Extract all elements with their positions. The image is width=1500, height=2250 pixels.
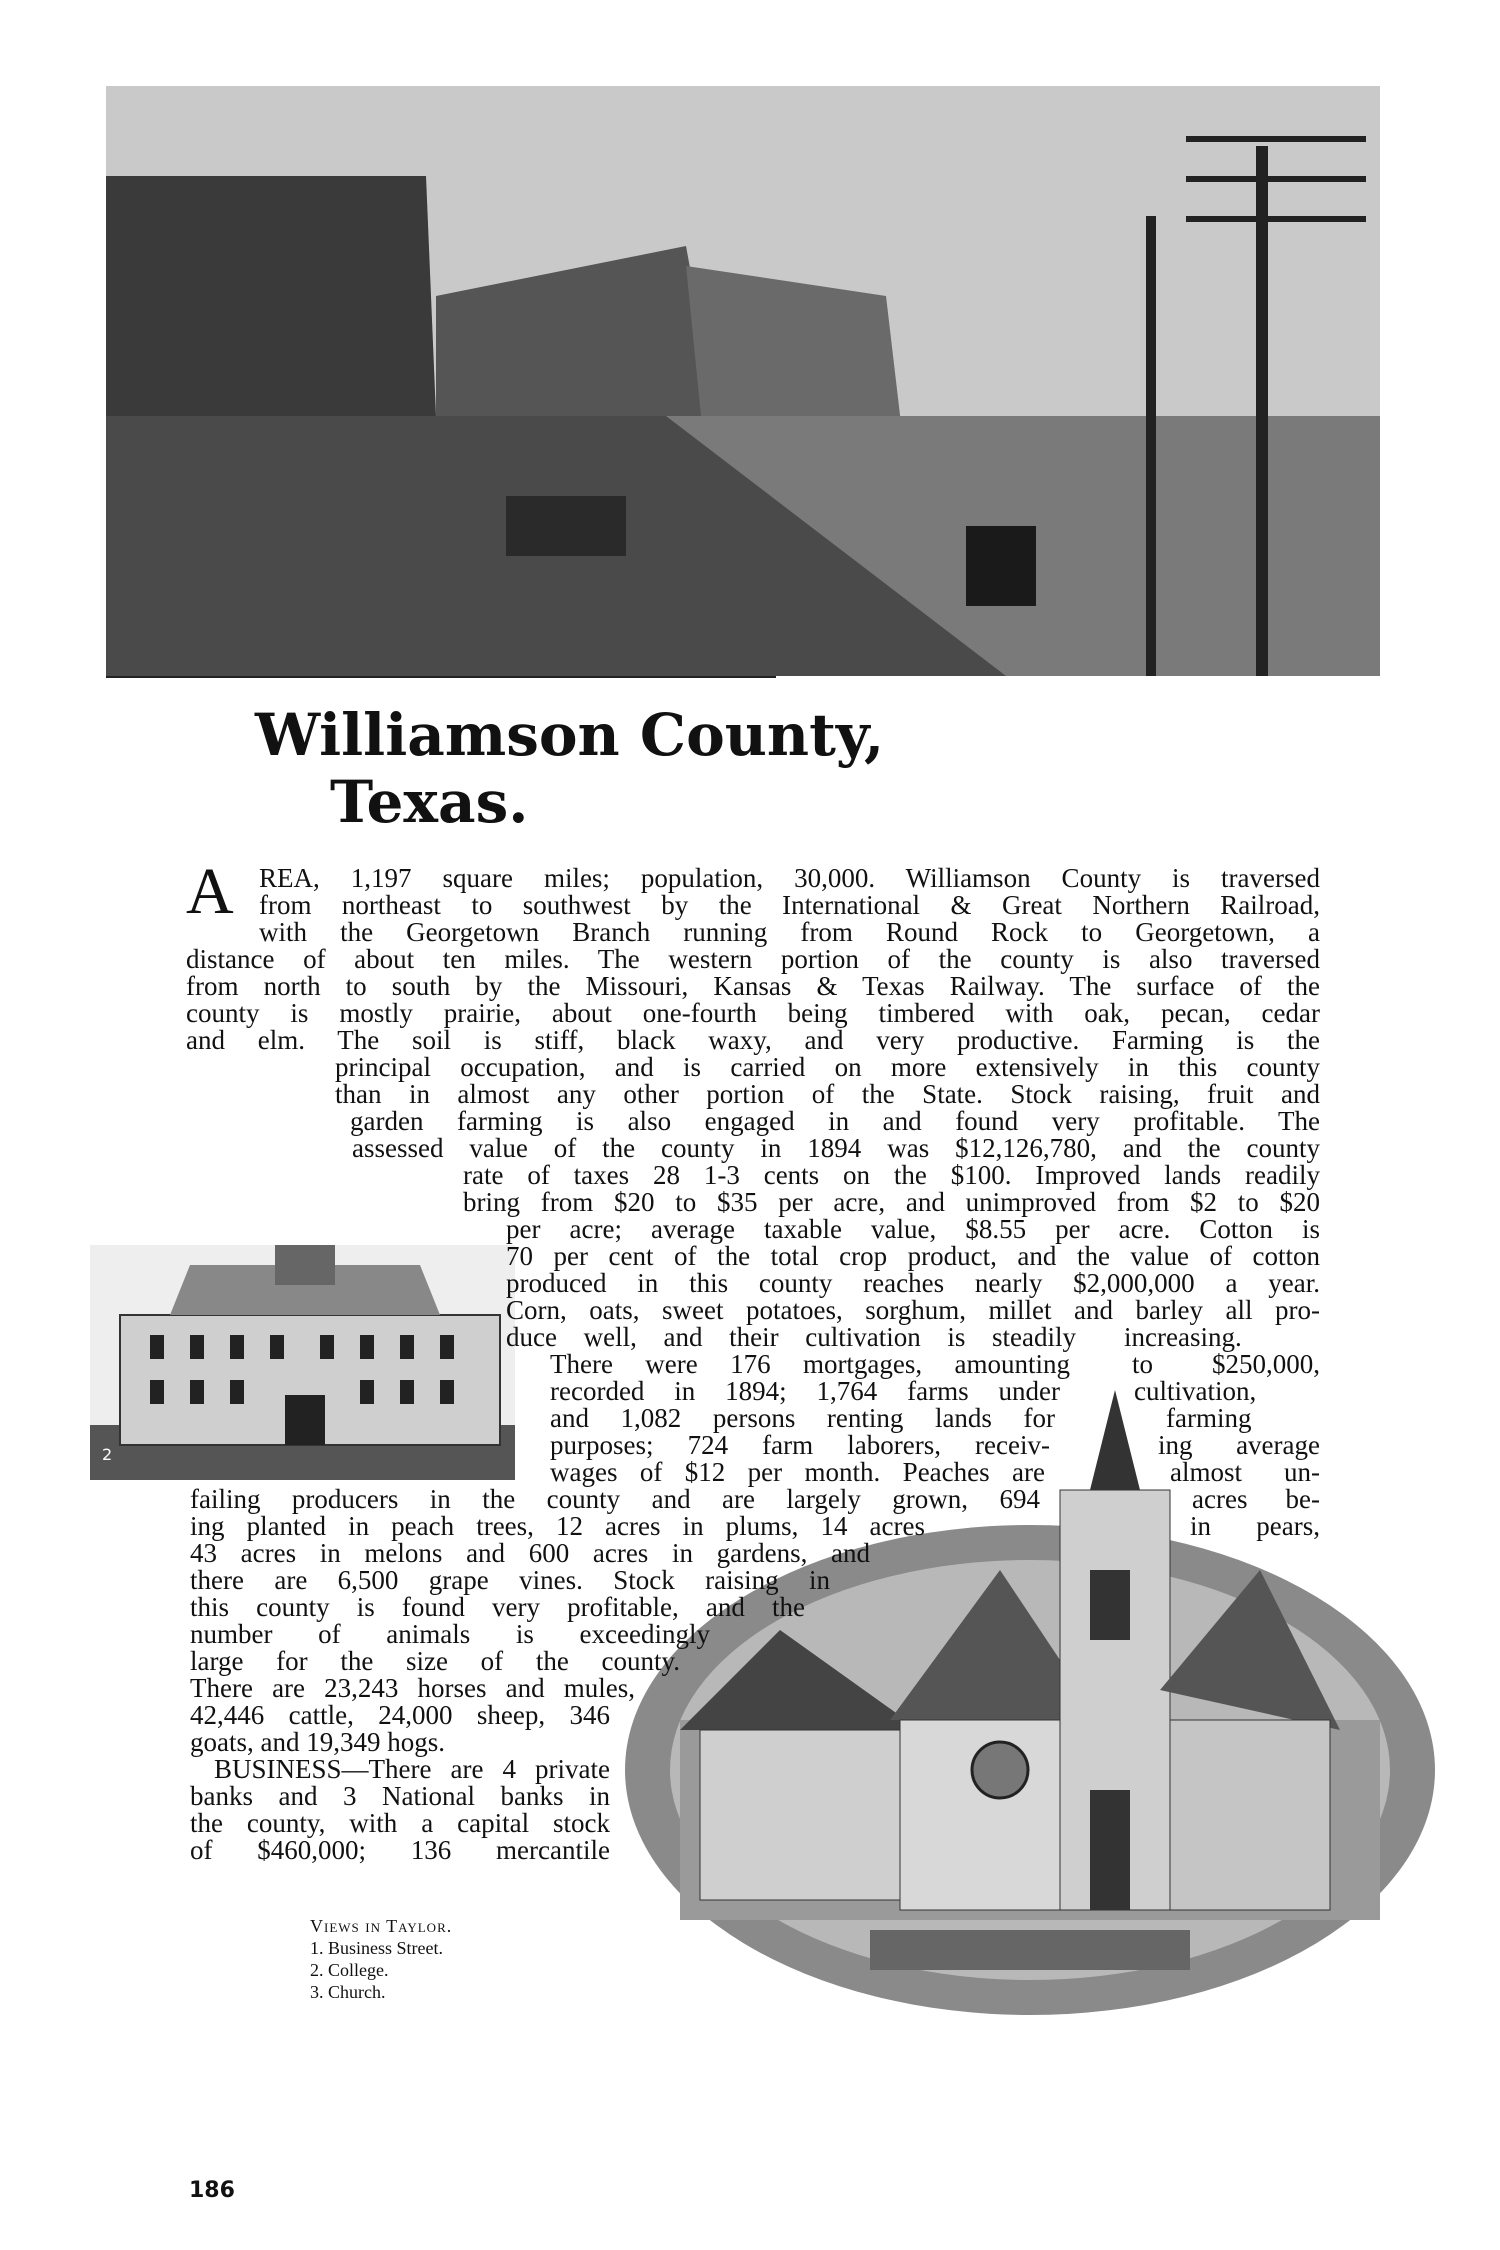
body-line-right: ing average — [1158, 1430, 1320, 1460]
body-line: principal occupation, and is carried on more extensively in this county — [335, 1052, 1320, 1082]
body-line: BUSINESS—There are 4 private — [214, 1754, 610, 1784]
body-line: 43 acres in melons and 600 acres in gardens, and — [190, 1538, 870, 1568]
photo-number-1: 1 — [785, 812, 796, 831]
body-line: goats, and 19,349 hogs. — [190, 1727, 445, 1757]
body-line: rate of taxes 28 1-3 cents on the $100. Improved lands readily — [463, 1160, 1320, 1190]
body-line: banks and 3 National banks in — [190, 1781, 610, 1811]
body-line: there are 6,500 grape vines. Stock raising in — [190, 1565, 830, 1595]
college-building-illustration — [90, 1245, 515, 1480]
photo-number-3: 3 — [690, 1935, 701, 1954]
photo-college — [90, 1245, 515, 1480]
title-line-2: Texas. — [330, 767, 529, 836]
body-line: this county is found very profitable, and the — [190, 1592, 805, 1622]
page-number: 186 — [189, 2178, 235, 2203]
photo-business-street — [106, 86, 1380, 676]
body-line: the county, with a capital stock — [190, 1808, 610, 1838]
body-line: of $460,000; 136 mercantile — [190, 1835, 610, 1865]
body-line: duce well, and their cultivation is steadily — [506, 1322, 1076, 1352]
body-line: with the Georgetown Branch running from Round Rock to Georgetown, a — [259, 917, 1320, 947]
body-line: and 1,082 persons renting lands for — [550, 1403, 1055, 1433]
body-line: large for the size of the county. — [190, 1646, 680, 1676]
body-line: number of animals is exceedingly — [190, 1619, 710, 1649]
photo-caption — [310, 1915, 452, 2003]
body-line-right: almost un- — [1170, 1457, 1320, 1487]
drop-cap: A — [186, 855, 234, 928]
body-line-right: increasing. — [1124, 1322, 1242, 1352]
body-line: county is mostly prairie, about one-fourth being timbered with oak, pecan, cedar — [186, 998, 1320, 1028]
street-scene-illustration — [106, 86, 1380, 676]
body-line: 42,446 cattle, 24,000 sheep, 346 — [190, 1700, 610, 1730]
body-line: recorded in 1894; 1,764 farms under — [550, 1376, 1060, 1406]
body-line: assessed value of the county in 1894 was $12,126,780, and the county — [352, 1133, 1320, 1163]
body-line: bring from $20 to $35 per acre, and unimproved from $2 to $20 — [463, 1187, 1320, 1217]
body-line: purposes; 724 farm laborers, receiv- — [550, 1430, 1050, 1460]
body-line: distance of about ten miles. The western portion of the county is also traversed — [186, 944, 1320, 974]
body-line: than in almost any other portion of the State. Stock raising, fruit and — [335, 1079, 1320, 1109]
body-line-right: farming — [1166, 1403, 1252, 1433]
body-line-right: cultivation, — [1134, 1376, 1257, 1406]
body-line: per acre; average taxable value, $8.55 per acre. Cotton is — [506, 1214, 1320, 1244]
body-line: 70 per cent of the total crop product, and the value of cotton — [506, 1241, 1320, 1271]
body-line: REA, 1,197 square miles; population, 30,000. Williamson County is traversed — [259, 863, 1320, 893]
body-line: ing planted in peach trees, 12 acres in plums, 14 acres — [190, 1511, 925, 1541]
title-line-1: Williamson County, — [255, 701, 885, 769]
body-line: wages of $12 per month. Peaches are — [550, 1457, 1045, 1487]
photo-number-2: 2 — [102, 1445, 113, 1464]
body-line: produced in this county reaches nearly $2,000,000 a year. — [506, 1268, 1320, 1298]
body-line: and elm. The soil is stiff, black waxy, and very productive. Farming is the — [186, 1025, 1320, 1055]
body-line: from north to south by the Missouri, Kansas & Texas Railway. The surface of the — [186, 971, 1320, 1001]
body-line: Corn, oats, sweet potatoes, sorghum, millet and barley all pro- — [506, 1295, 1320, 1325]
caption-heading: Views in Taylor. — [310, 1916, 453, 1936]
body-line-right: to $250,000, — [1132, 1349, 1320, 1379]
body-line-right: acres be- — [1192, 1484, 1320, 1514]
page-title — [255, 702, 884, 835]
caption-item: 3. Church. — [310, 1982, 386, 2002]
caption-item: 1. Business Street. — [310, 1938, 443, 1958]
body-line-right: in pears, — [1190, 1511, 1320, 1541]
body-line: There are 23,243 horses and mules, — [190, 1673, 635, 1703]
caption-item: 2. College. — [310, 1960, 389, 1980]
body-line: garden farming is also engaged in and found very profitable. The — [350, 1106, 1320, 1136]
body-line: failing producers in the county and are largely grown, 694 — [190, 1484, 1040, 1514]
body-line: from northeast to southwest by the International & Great Northern Railroad, — [259, 890, 1320, 920]
body-line: There were 176 mortgages, amounting — [550, 1349, 1070, 1379]
